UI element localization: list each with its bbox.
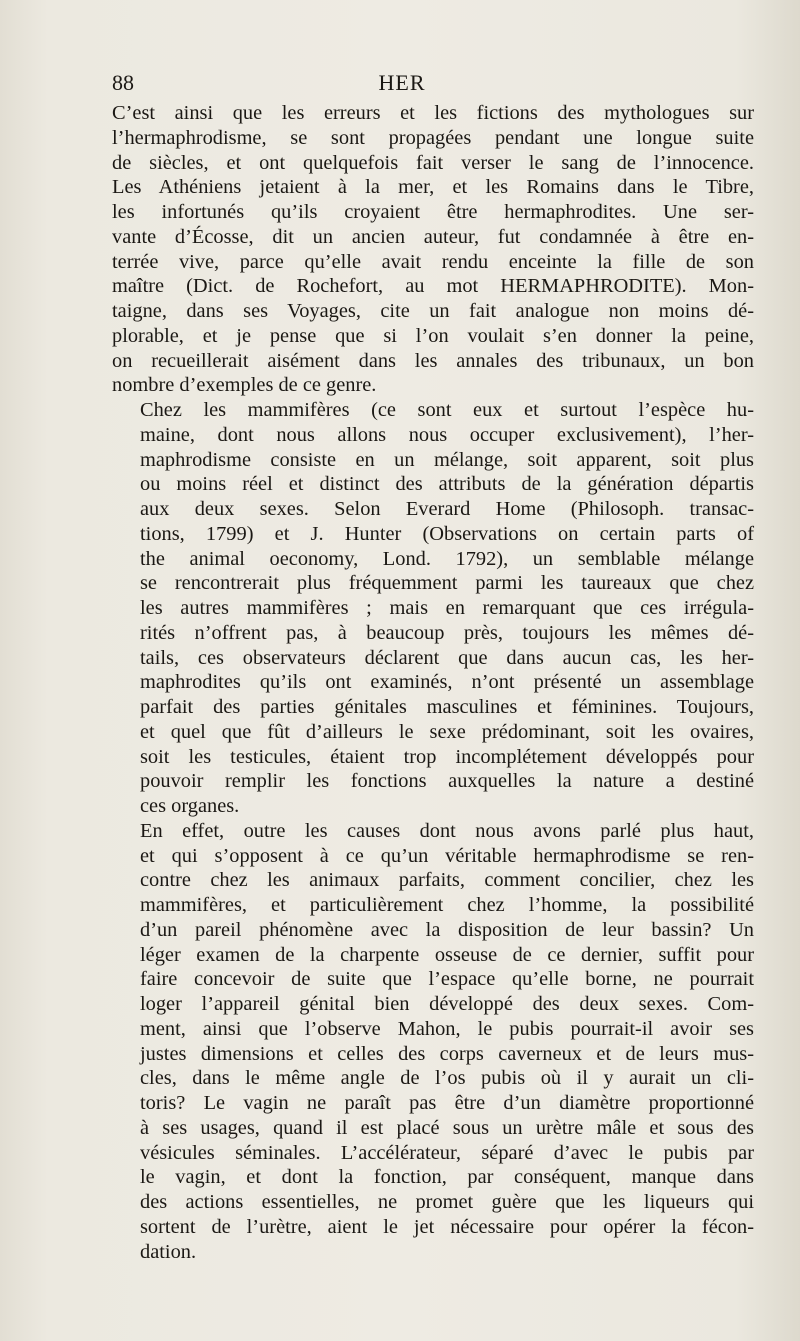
text-line: tails, ces observateurs déclarent que dans aucun cas, les her- (140, 646, 754, 669)
text-line: terrée vive, parce qu’elle avait rendu enceinte la fille de son (112, 250, 754, 273)
text-line: à ses usages, quand il est placé sous un urètre mâle et sous des (140, 1116, 754, 1139)
text-line: l’hermaphrodisme, se sont propagées pendant une longue suite (112, 126, 754, 149)
text-line: sortent de l’urètre, aient le jet nécessaire pour opérer la fécon- (140, 1215, 754, 1238)
text-line: contre chez les animaux parfaits, comment concilier, chez les (140, 869, 754, 892)
text-line: et qui s’opposent à ce qu’un véritable hermaphrodisme se ren- (140, 844, 754, 867)
page-header (112, 70, 752, 100)
paragraph (112, 101, 754, 398)
text-line: ment, ainsi que l’observe Mahon, le pubis pourrait-il avoir ses (140, 1017, 754, 1040)
text-line: rités n’offrent pas, à beaucoup près, toujours les mêmes dé- (140, 621, 754, 644)
text-line: maphrodites qu’ils ont examinés, n’ont présenté un assemblage (140, 671, 754, 694)
text-line: vante d’Écosse, dit un ancien auteur, fut condamnée à être en- (112, 225, 754, 248)
text-line: tions, 1799) et J. Hunter (Observations on certain parts of (140, 522, 754, 545)
text-line: maine, dont nous allons nous occuper exclusivement), l’her- (140, 423, 754, 446)
text-line: parfait des parties génitales masculines et féminines. Toujours, (140, 696, 754, 718)
text-line: faire concevoir de suite que l’espace qu’elle borne, ne pourrait (140, 968, 754, 991)
text-line: plorable, et je pense que si l’on voulait s’en donner la peine, (112, 324, 754, 347)
text-line: et quel que fût d’ailleurs le sexe prédominant, soit les ovaires, (140, 720, 754, 743)
text-line: les autres mammifères ; mais en remarquant que ces irrégula- (140, 597, 754, 619)
page-number: 88 (112, 70, 134, 95)
text-line: the animal oeconomy, Lond. 1792), un semblable mélange (140, 547, 754, 570)
text-line: justes dimensions et celles des corps caverneux et de leurs mus- (140, 1042, 754, 1065)
text-line: aux deux sexes. Selon Everard Home (Philosoph. transac- (140, 498, 754, 520)
paragraph (112, 819, 754, 1265)
text-line: pouvoir remplir les fonctions auxquelles la nature a destiné (140, 770, 754, 793)
text-line: vésicules séminales. L’accélérateur, séparé d’avec le pubis par (140, 1141, 754, 1164)
text-line: En effet, outre les causes dont nous avons parlé plus haut, (140, 819, 754, 842)
text-line: C’est ainsi que les erreurs et les fictions des mythologues sur (112, 102, 754, 124)
body-text (112, 101, 754, 1264)
text-line: ou moins réel et distinct des attributs de la génération départis (140, 473, 754, 496)
text-line: des actions essentielles, ne promet guère que les liqueurs qui (140, 1191, 754, 1213)
text-line: on recueillerait aisément dans les annales des tribunaux, un bon (112, 349, 754, 372)
text-line: dation. (140, 1240, 197, 1263)
text-line: léger examen de la charpente osseuse de ce dernier, suffit pour (140, 943, 754, 966)
text-line: le vagin, et dont la fonction, par conséquent, manque dans (140, 1166, 754, 1189)
text-line: se rencontrerait plus fréquemment parmi les taureaux que chez (140, 572, 754, 595)
text-line: de siècles, et ont quelquefois fait verser le sang de l’innocence. (112, 151, 754, 174)
text-line: Chez les mammifères (ce sont eux et surtout l’espèce hu- (140, 399, 754, 421)
text-line: maphrodisme consiste en un mélange, soit apparent, soit plus (140, 448, 754, 471)
paragraph (112, 398, 754, 819)
text-line: mammifères, et particulièrement chez l’homme, la possibilité (140, 894, 754, 916)
text-line: taigne, dans ses Voyages, cite un fait analogue non moins dé- (112, 300, 754, 322)
text-line: ces organes. (140, 795, 240, 817)
text-line: Les Athéniens jetaient à la mer, et les Romains dans le Tibre, (112, 176, 754, 199)
text-line: toris? Le vagin ne paraît pas être d’un diamètre proportionné (140, 1092, 754, 1114)
text-line: maître (Dict. de Rochefort, au mot HERMAPHRODITE). Mon- (112, 275, 754, 298)
text-line: les infortunés qu’ils croyaient être hermaphrodites. Une ser- (112, 201, 754, 223)
text-line: d’un pareil phénomène avec la disposition de leur bassin? Un (140, 918, 754, 941)
text-line: loger l’appareil génital bien développé des deux sexes. Com- (140, 993, 754, 1015)
running-head: HER (378, 70, 426, 95)
text-line: cles, dans le même angle de l’os pubis où il y aurait un cli- (140, 1067, 754, 1090)
text-line: nombre d’exemples de ce genre. (112, 374, 377, 397)
text-line: soit les testicules, étaient trop incomplétement développés pour (140, 745, 754, 768)
